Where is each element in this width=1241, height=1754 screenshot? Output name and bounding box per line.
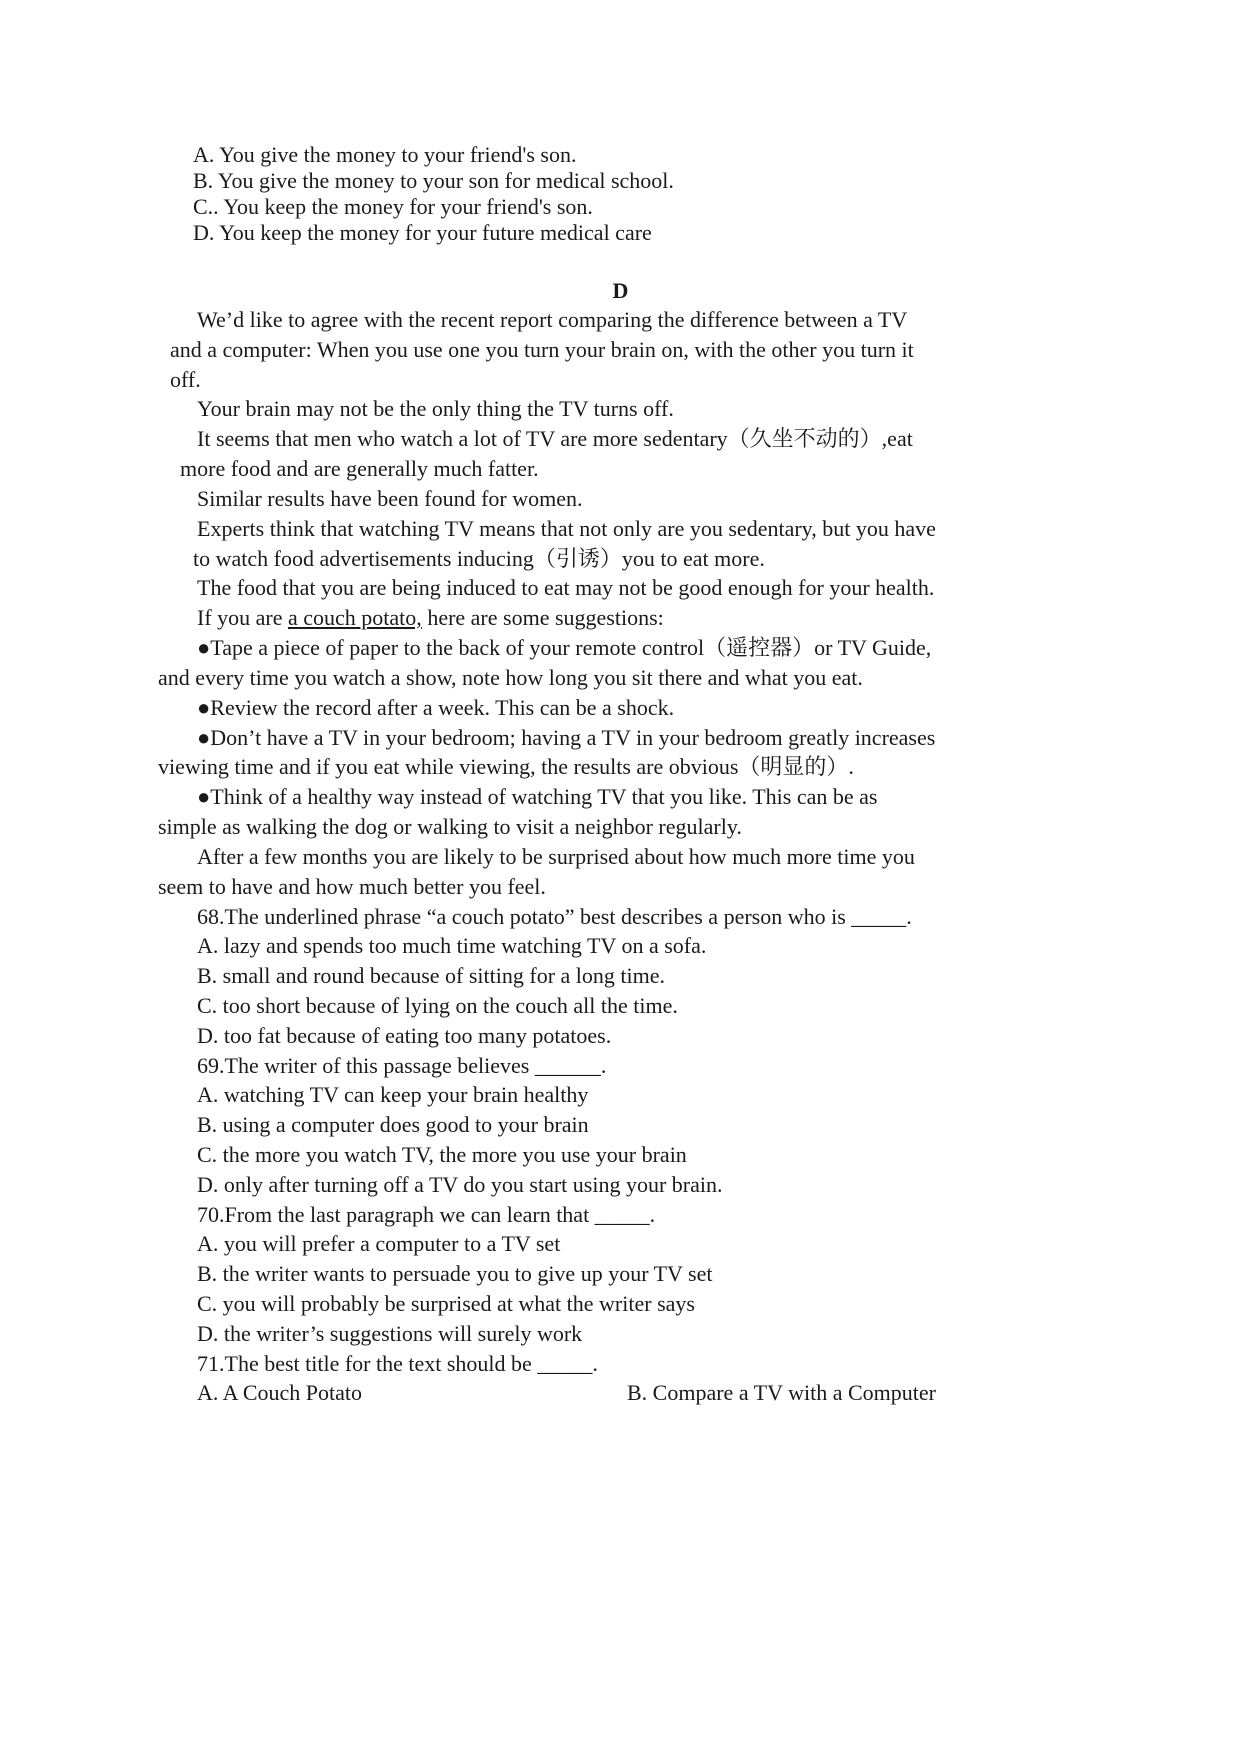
q69-option-b: B. using a computer does good to your brain — [197, 1112, 589, 1137]
q70-option-a: A. you will prefer a computer to a TV set — [197, 1231, 561, 1256]
passage-p3-line1: It seems that men who watch a lot of TV are more sedentary（久坐不动的）,eat — [197, 426, 913, 451]
q70-option-c: C. you will probably be surprised at what the writer says — [197, 1291, 695, 1316]
passage-p5-line2: to watch food advertisements inducing（引诱）you to eat more. — [193, 546, 765, 571]
q68-option-d: D. too fat because of eating too many potatoes. — [197, 1023, 612, 1048]
q69-option-a: A. watching TV can keep your brain healthy — [197, 1082, 589, 1107]
q68-option-a: A. lazy and spends too much time watching TV on a sofa. — [197, 933, 707, 958]
passage-p4: Similar results have been found for women. — [197, 486, 583, 511]
q70-option-b: B. the writer wants to persuade you to give up your TV set — [197, 1261, 713, 1286]
bullet3-line2: viewing time and if you eat while viewing, the results are obvious（明显的）. — [158, 754, 854, 779]
couch-potato-phrase: a couch potato, — [288, 605, 422, 630]
q68-option-c: C. too short because of lying on the couch all the time. — [197, 993, 678, 1018]
bullet4-line1: ●Think of a healthy way instead of watching TV that you like. This can be as — [197, 784, 878, 809]
passage-p7-after: here are some suggestions: — [421, 605, 664, 630]
passage-p1-line3: off. — [170, 367, 201, 392]
q71-option-b: B. Compare a TV with a Computer — [627, 1380, 936, 1405]
q69-option-c: C. the more you watch TV, the more you use your brain — [197, 1142, 687, 1167]
question-70-stem: 70.From the last paragraph we can learn that _____. — [197, 1202, 656, 1227]
bullet2: ●Review the record after a week. This can be a shock. — [197, 695, 675, 720]
q71-option-a: A. A Couch Potato — [197, 1380, 363, 1405]
q69-stem-after: . — [600, 1053, 607, 1078]
closing-line2: seem to have and how much better you feel. — [158, 874, 546, 899]
bullet4-line2: simple as walking the dog or walking to visit a neighbor regularly. — [158, 814, 742, 839]
q69-stem-blank: ______ — [534, 1053, 601, 1078]
passage-p7 — [197, 604, 664, 632]
prev-option-c: C.. You keep the money for your friend's son. — [193, 194, 593, 219]
question-68-stem: 68.The underlined phrase “a couch potato” best describes a person who is _____. — [197, 904, 912, 929]
bullet1-line1: ●Tape a piece of paper to the back of your remote control（遥控器）or TV Guide, — [197, 635, 932, 660]
passage-p6: The food that you are being induced to eat may not be good enough for your health. — [197, 575, 935, 600]
passage-p1-line1: We’d like to agree with the recent report comparing the difference between a TV — [197, 307, 908, 332]
closing-line1: After a few months you are likely to be surprised about how much more time you — [197, 844, 915, 869]
bullet1-line2: and every time you watch a show, note how long you sit there and what you eat. — [158, 665, 863, 690]
question-69-stem — [197, 1052, 606, 1080]
passage-p7-before: If you are — [197, 605, 289, 630]
passage-p5-line1: Experts think that watching TV means that not only are you sedentary, but you have — [197, 516, 936, 541]
q68-option-b: B. small and round because of sitting for a long time. — [197, 963, 666, 988]
passage-p2: Your brain may not be the only thing the TV turns off. — [197, 396, 674, 421]
q70-option-d: D. the writer’s suggestions will surely work — [197, 1321, 583, 1346]
q69-stem-before: 69.The writer of this passage believes — [197, 1053, 535, 1078]
section-title: D — [612, 278, 629, 303]
prev-option-b: B. You give the money to your son for medical school. — [193, 168, 674, 193]
q69-option-d: D. only after turning off a TV do you start using your brain. — [197, 1172, 723, 1197]
passage-p3-line2: more food and are generally much fatter. — [180, 456, 539, 481]
prev-option-a: A. You give the money to your friend's son. — [193, 142, 577, 167]
prev-option-d: D. You keep the money for your future medical care — [193, 220, 652, 245]
bullet3-line1: ●Don’t have a TV in your bedroom; having a TV in your bedroom greatly increases — [197, 725, 936, 750]
question-71-stem: 71.The best title for the text should be _____. — [197, 1351, 598, 1376]
passage-p1-line2: and a computer: When you use one you turn your brain on, with the other you turn it — [170, 337, 914, 362]
